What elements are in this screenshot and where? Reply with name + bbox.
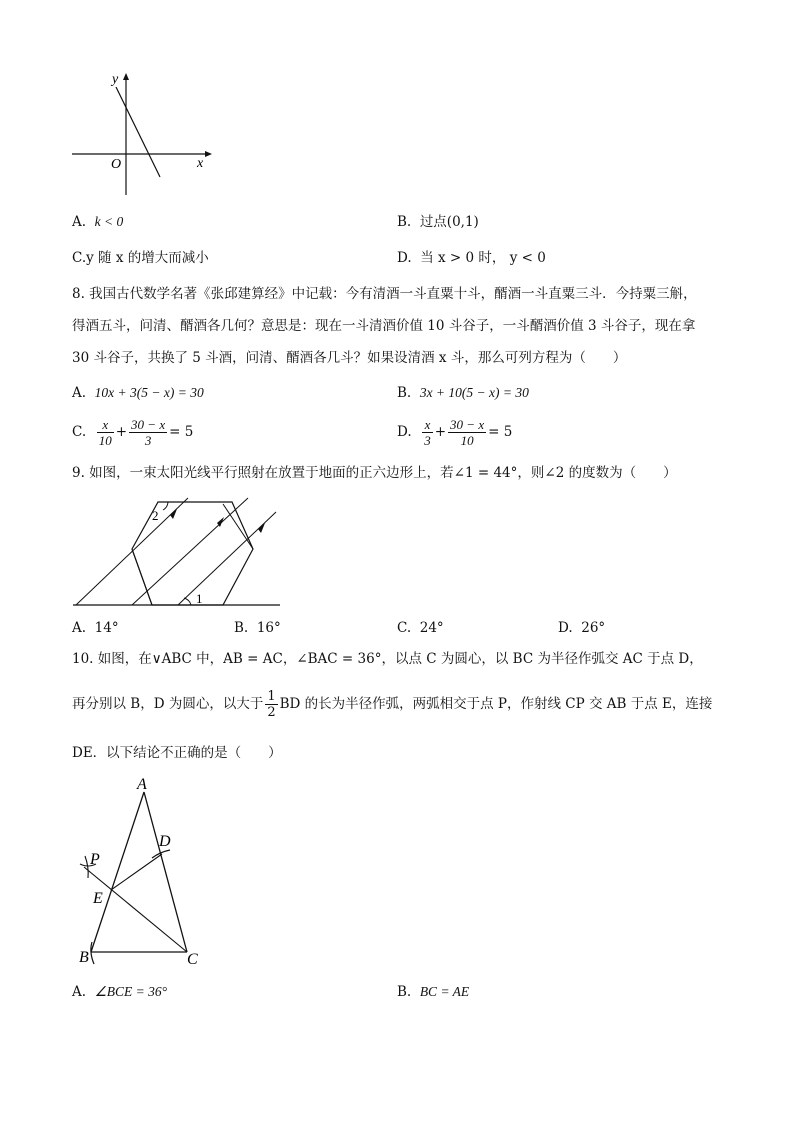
label-d: D xyxy=(159,833,171,850)
angle-1-label: 1 xyxy=(196,591,203,606)
option-text: 过点(0,1) xyxy=(419,214,479,230)
option-text: 26° xyxy=(581,620,606,636)
fraction: $\frac{x}{3}$ xyxy=(424,417,431,448)
option-text: 16° xyxy=(256,620,281,636)
x-axis-label: x xyxy=(197,156,204,171)
angle-1-arc xyxy=(184,598,191,605)
q8-stem-line1: 8. 我国古代数学名著《张邱建算经》中记载：今有清酒一斗直粟十斗，醑酒一斗直粟三斗．今持粟三斛， xyxy=(72,286,697,302)
option-letter: A. xyxy=(72,984,87,1000)
y-axis-arrow xyxy=(123,73,129,80)
fraction: $\frac{30 - x}{10}$ xyxy=(450,417,485,448)
arc-near-p-2 xyxy=(85,856,88,878)
option-letter: D. xyxy=(397,424,412,440)
side-ac xyxy=(144,792,187,952)
q7-option-c[interactable] xyxy=(72,249,209,267)
q9-option-a[interactable] xyxy=(72,619,119,637)
option-text: BC = AE xyxy=(419,984,470,999)
segment-de xyxy=(111,854,162,890)
option-letter: B. xyxy=(397,214,412,230)
label-p: P xyxy=(90,851,100,868)
origin-label: O xyxy=(111,157,122,172)
y-axis-label: y xyxy=(112,72,119,87)
option-letter: A. xyxy=(72,385,87,401)
option-letter: C. xyxy=(72,250,87,266)
x-axis-arrow xyxy=(205,151,212,157)
option-letter: C. xyxy=(397,620,412,636)
option-letter: A. xyxy=(72,214,87,230)
label-c: C xyxy=(187,951,198,968)
q9-option-b[interactable] xyxy=(234,619,281,637)
q10-option-b[interactable] xyxy=(397,983,469,1001)
option-letter: B. xyxy=(397,385,412,401)
q9-stem: 9. 如图，一束太阳光线平行照射在放置于地面的正六边形上，若∠1 = 44°，则∠2 的度数为（ ） xyxy=(72,465,677,481)
option-text: 当 x > 0 时， y < 0 xyxy=(420,250,546,266)
q10-stem-line1: 10. 如图，在∨ABC 中，AB = AC，∠BAC = 36°，以点 C 为圆心，以 BC 为半径作弧交 AC 于点 D， xyxy=(72,651,703,667)
option-text: k < 0 xyxy=(94,214,124,229)
option-text: y 随 x 的增大而减小 xyxy=(86,250,209,266)
q10-option-a[interactable] xyxy=(72,983,167,1001)
ray-cp xyxy=(84,867,187,952)
q8-option-a[interactable] xyxy=(72,384,204,402)
fraction: $\frac{x}{10}$ xyxy=(98,417,112,448)
q8-option-b[interactable] xyxy=(397,384,529,402)
option-letter: A. xyxy=(72,620,87,636)
option-text: 24° xyxy=(419,620,444,636)
hexagon xyxy=(132,502,253,605)
label-b: B xyxy=(79,949,89,966)
q7-option-b[interactable] xyxy=(397,213,479,231)
label-a: A xyxy=(137,776,147,793)
q9-option-c[interactable] xyxy=(397,619,444,637)
q7-graph xyxy=(60,65,220,205)
option-text: 14° xyxy=(94,620,119,636)
q10-stem-line2: 再分别以 B，D 为圆心，以大于 $\frac{1}{2}$ BD 的长为半径作弧，两弧相交于点 P，作射线 CP 交 AB 于点 E，连接 xyxy=(72,689,713,720)
function-line xyxy=(116,87,160,177)
fraction-half: $\frac{1}{2}$ xyxy=(267,689,276,720)
angle-2-label: 2 xyxy=(152,508,159,523)
option-letter: B. xyxy=(397,984,412,1000)
q8-stem-line3: 30 斗谷子，共换了 5 斗酒，问清、醑酒各几斗？如果设清酒 x 斗，那么可列方程为（ ） xyxy=(72,350,627,366)
q7-option-a[interactable] xyxy=(72,213,123,231)
label-e: E xyxy=(93,890,103,907)
angle-2-arc xyxy=(163,502,168,510)
q10-stem-line3: DE．以下结论不正确的是（ ） xyxy=(72,745,282,761)
q8-option-d[interactable]: D. $\frac{x}{3}$ + $\frac{30 - x}{10}$ = 5 xyxy=(397,417,513,448)
sun-ray-3 xyxy=(178,512,276,605)
hexagon-chord-1 xyxy=(132,549,152,605)
option-letter: D. xyxy=(558,620,573,636)
hexagon-chord-2 xyxy=(223,504,253,549)
option-text: ∠BCE = 36° xyxy=(94,984,167,999)
option-letter: B. xyxy=(234,620,249,636)
option-text: 3x + 10(5 − x) = 30 xyxy=(419,385,529,400)
option-letter: D. xyxy=(397,250,412,266)
option-letter: C. xyxy=(72,424,87,440)
q9-hexagon-figure xyxy=(70,492,285,610)
sun-ray-2 xyxy=(132,498,248,605)
q7-option-d[interactable] xyxy=(397,249,546,267)
q8-stem-line2: 得酒五斗，问清、醑酒各几何？意思是：现在一斗清酒价值 10 斗谷子，一斗醑酒价值 3 斗谷子，现在拿 xyxy=(72,318,696,334)
q9-option-d[interactable] xyxy=(558,619,605,637)
option-text: 10x + 3(5 − x) = 30 xyxy=(94,385,204,400)
q10-triangle-figure xyxy=(70,772,210,972)
q8-option-c[interactable]: C. $\frac{x}{10}$ + $\frac{30 - x}{3}$ = 5 xyxy=(72,417,194,448)
fraction: $\frac{30 - x}{3}$ xyxy=(131,417,166,448)
